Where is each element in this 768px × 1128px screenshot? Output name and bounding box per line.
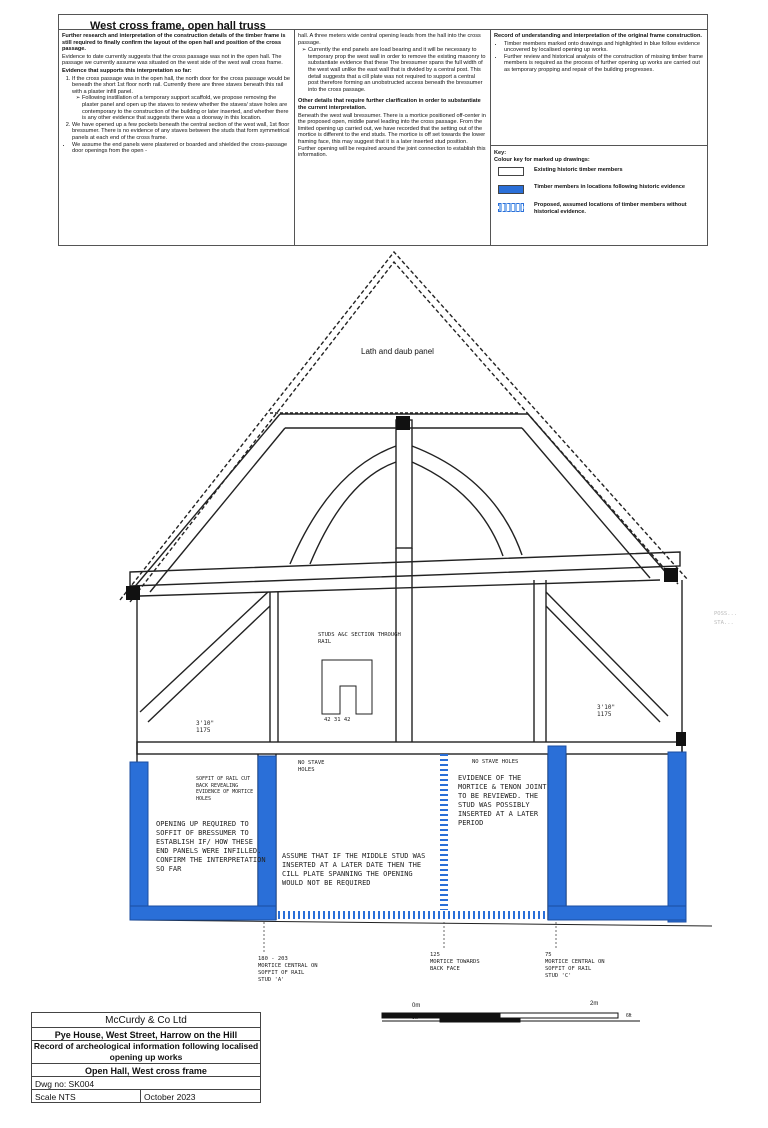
- key-existing: Existing historic timber members: [534, 167, 623, 174]
- crown-post: [396, 420, 412, 548]
- continued-text: hall. A three meters wide central opening leads from the hall into the cross passage.: [298, 33, 481, 46]
- title-company: McCurdy & Co Ltd: [31, 1012, 261, 1028]
- blue-cill-left: [130, 906, 276, 920]
- ground-line: [130, 920, 712, 926]
- right-arch-brace: [412, 446, 522, 555]
- studs-dims: 42 31 42: [324, 717, 351, 723]
- tie-beam: [130, 552, 680, 586]
- title-scale-row: [31, 1089, 261, 1103]
- soffit-note: SOFFIT OF RAIL CUT BACK REVEALING EVIDENCE OF MORTICE HOLES: [196, 776, 254, 802]
- title-drawing: Open Hall, West cross frame: [31, 1063, 261, 1077]
- no-stave-holes-left: NO STAVE HOLES: [298, 760, 325, 773]
- notes-title: West cross frame, open hall truss: [90, 20, 266, 32]
- key-heading: Key:: [494, 150, 507, 156]
- left-rafter: [132, 414, 280, 590]
- evidence-item-1-sub: ➢ Following instillation of a temporary support scaffold, we propose removing the plaster panel and open up the staves to review whether the staves/ stave holes are contemporary to the construction of the building or later inserted, and whether there is any other evidence that suggests there was a doorway in this location.: [82, 95, 290, 121]
- title-project: Pye House, West Street, Harrow on the Hill: [31, 1027, 261, 1041]
- blue-stud-c: [548, 746, 566, 920]
- key-subheading: Colour key for marked up drawings:: [494, 156, 590, 163]
- title-dwg-no: Dwg no: SK004: [31, 1076, 261, 1090]
- left-wall-brace: [140, 592, 268, 712]
- scale-bar: [382, 1013, 640, 1022]
- studs-section-note: STUDS A&C SECTION THROUGH RAIL: [318, 632, 401, 645]
- no-stave-holes-right: NO STAVE HOLES: [472, 759, 519, 765]
- faint-margin-text: POSS... STA...: [714, 611, 738, 626]
- intro-text: Evidence to date currently suggests that the cross passage was not in the open hall. The passage we currently assume was situated on the west side of the west wall cross frame.: [62, 53, 283, 67]
- opening-up-note: OPENING UP REQUIRED TO SOFFIT OF BRESSUMER TO ESTABLISH IF/ HOW THESE END PANELS WERE INFILLED. CONFIRM THE INTERPRETATION SO FAR: [156, 820, 266, 873]
- dim-right: 3'10" 1175: [597, 704, 616, 718]
- right-rafter: [528, 414, 668, 575]
- joint-apex: [396, 416, 410, 430]
- stud-c-label: 75 MORTICE CENTRAL ON SOFFIT OF RAIL STUD 'C': [545, 952, 605, 979]
- joint-left: [126, 586, 140, 600]
- blue-right-post: [668, 752, 686, 922]
- intro-bold: Further research and interpretation of the construction details of the timber frame is still required to finally confirm the layout of the open hall and position of the cross passage.: [62, 33, 286, 53]
- scale-start: 0m: [412, 1003, 421, 1009]
- assume-note: ASSUME THAT IF THE MIDDLE STUD WAS INSERTED AT A LATER DATE THEN THE CILL PLATE SPANNING THE OPENING WOULD NOT BE REQUIRED: [282, 852, 426, 887]
- dim-left: 3'10" 1175: [196, 720, 215, 734]
- end-panels-note: ➢ Currently the end panels are load bearing and it will be necessary to temporary prop the west wall in order to remove the existing masonry to substantiate evidence that these The bressumer spans the full width of the west wall unlike the east wall that is divided by a central post. This detail suggests that a cill plate was not required to support a central post therefore forming an unobstructed access beneath the bressumer into the cross passage.: [308, 47, 486, 93]
- left-wall-brace-b: [148, 606, 270, 722]
- scale-end: 2m: [590, 1001, 599, 1007]
- stud-a-label: 180 - 203 MORTICE CENTRAL ON SOFFIT OF RAIL STUD 'A': [258, 956, 318, 983]
- title-description: Record of archeological information following localised opening up works: [31, 1040, 261, 1064]
- record-heading: Record of understanding and interpretation of the original frame construction.: [494, 33, 702, 39]
- record-bullet-1: • Timber members marked onto drawings and highlighted in blue follow evidence uncovered by localised opening up works.: [504, 41, 704, 54]
- joint-right: [664, 568, 678, 582]
- key-proposed: Proposed, assumed locations of timber members without historical evidence.: [534, 202, 687, 215]
- blue-left-post: [130, 762, 148, 920]
- evidence-item-1: 1. If the cross passage was in the open hall, the north door for the cross passage would be beneath the short 1st floor north rail. Currently there are three staves beneath this rail with a plaster infill panel. ➢ Following instillation of a temporary support scaffold, we propose removing the plaster panel and open up the staves to review whether the staves/ stave holes are contemporary to the construction of the building or later inserted, and whether there is any other evidence that suggests there was a doorway in this location.: [72, 76, 290, 122]
- assumption-bullet: • We assume the end panels were plastered or boarded and shielded the cross-passage door openings from the open -: [72, 142, 290, 155]
- record-bullet-2: • Further review and historical analysis of the construction of missing timber frame members is required as the process of further opening up works are carried out as temporary propping and repair of the building progresses.: [504, 54, 704, 74]
- title-date-divider: [140, 1090, 141, 1103]
- right-wall-brace: [546, 592, 668, 716]
- joint-bressumer-right: [676, 732, 686, 746]
- scale-ft-end: 6ft: [626, 1013, 632, 1019]
- mortice-b-label: 125 MORTICE TOWARDS BACK FACE: [430, 952, 480, 972]
- title-scale: Scale NTS: [35, 1092, 76, 1102]
- title-date: October 2023: [144, 1092, 196, 1102]
- lath-panel-label: Lath and daub panel: [361, 347, 434, 356]
- left-arch-brace-2: [310, 462, 396, 564]
- key-historic: Timber members in locations following historic evidence: [534, 184, 685, 191]
- stud-section-sketch: [322, 660, 372, 714]
- right-arch-brace-2: [412, 462, 503, 556]
- evidence-heading: Evidence that supports this interpretation so far:: [62, 67, 192, 74]
- scale-mid: 0ft: [412, 1015, 418, 1021]
- bressumer: [137, 742, 682, 754]
- blue-cill-right: [548, 906, 686, 920]
- other-details-heading: Other details that require further clarification in order to substantiate the current interpretation.: [298, 98, 481, 111]
- inner-roof-dashed: [130, 262, 678, 602]
- mortice-note: EVIDENCE OF THE MORTICE & TENON JOINT TO BE REVIEWED. THE STUD WAS POSSIBLY INSERTED AT A LATER PERIOD: [458, 774, 547, 827]
- other-details-text: Beneath the west wall bressumer. There is a mortice positioned off-center in the proposed open, middle panel leading into the cross passage. From the limited opening up carried out, we have recorded that the setting out of the mortice is different to the end studs. The mortice is off set towards the lower framing face, this may suggest that it is a later inserted stud position. Further opening will be required around the joint connection to establish this information.: [298, 112, 486, 159]
- evidence-item-2: 2. We have opened up a few pockets beneath the central section of the west wall, 1st floor bressumer. There is no evidence of any staves between the studs that form symmetrical panels at each end of the cross frame.: [72, 122, 290, 142]
